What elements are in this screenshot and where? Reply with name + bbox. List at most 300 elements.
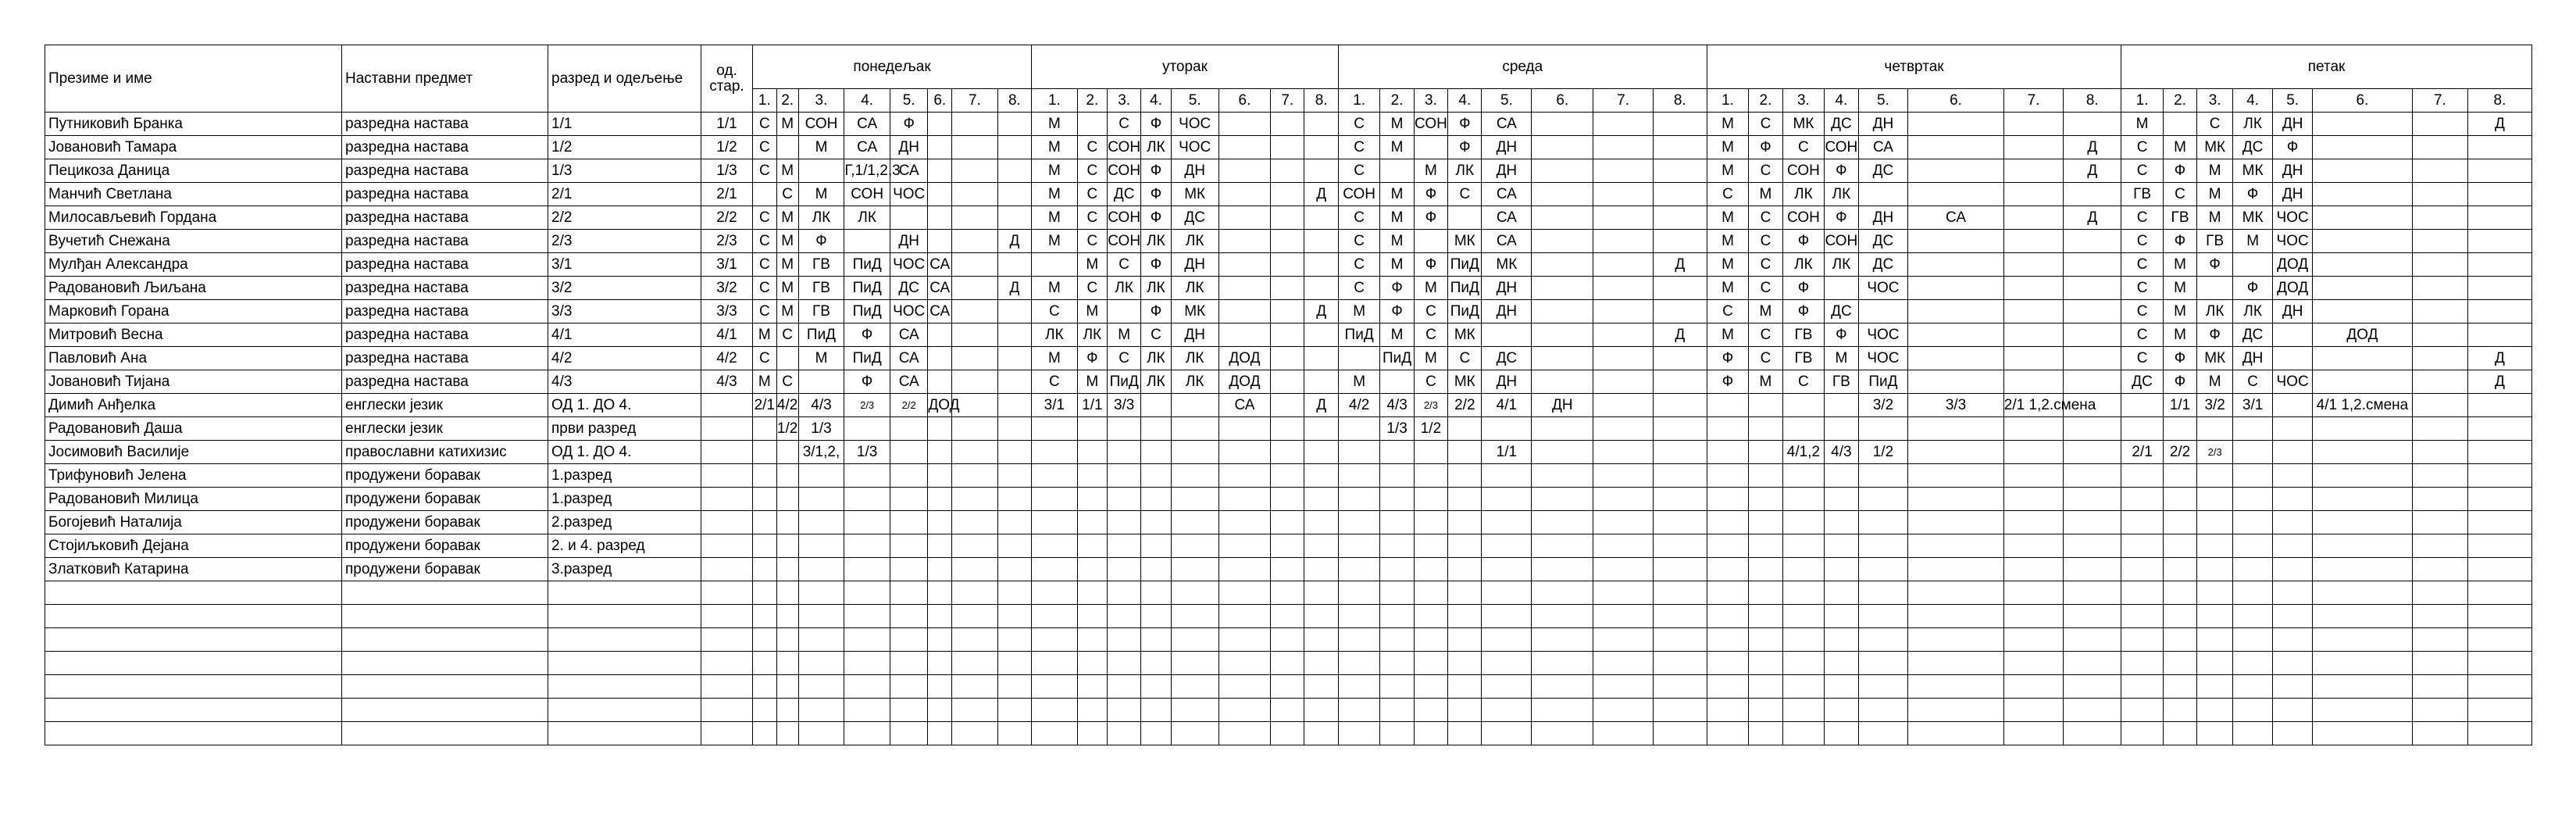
lesson-cell: Ф bbox=[890, 113, 927, 136]
lesson-cell bbox=[1593, 464, 1654, 488]
lesson-cell bbox=[844, 558, 890, 581]
empty-cell bbox=[1107, 652, 1140, 675]
empty-cell bbox=[1482, 581, 1532, 605]
lesson-cell bbox=[798, 464, 844, 488]
empty-cell bbox=[1107, 699, 1140, 722]
lesson-cell: СОН bbox=[1107, 230, 1140, 253]
lesson-cell: С bbox=[2121, 253, 2164, 277]
teacher-class: 3.разред bbox=[548, 558, 701, 581]
empty-cell bbox=[844, 605, 890, 628]
lesson-cell bbox=[1304, 488, 1338, 511]
empty-cell bbox=[2233, 699, 2273, 722]
lesson-cell bbox=[2197, 417, 2233, 441]
lesson-cell: ДН bbox=[1858, 206, 1908, 230]
teacher-subject: продужени боравак bbox=[342, 488, 548, 511]
empty-cell bbox=[1482, 628, 1532, 652]
lesson-cell bbox=[2273, 534, 2313, 558]
empty-cell bbox=[1448, 628, 1482, 652]
lesson-cell bbox=[1414, 230, 1447, 253]
empty-cell bbox=[2064, 699, 2121, 722]
empty-cell bbox=[776, 699, 798, 722]
lesson-cell: 2/3 bbox=[2197, 441, 2233, 464]
empty-cell bbox=[2003, 581, 2064, 605]
lesson-cell: СОН bbox=[1782, 159, 1825, 183]
lesson-cell: С bbox=[1749, 323, 1782, 347]
empty-cell bbox=[1077, 628, 1107, 652]
lesson-cell: 4/3 bbox=[1380, 394, 1414, 417]
lesson-cell bbox=[928, 534, 952, 558]
lesson-cell bbox=[1304, 370, 1338, 394]
lesson-cell: Д bbox=[1653, 323, 1707, 347]
empty-cell bbox=[2412, 581, 2467, 605]
empty-cell bbox=[1593, 652, 1654, 675]
lesson-cell bbox=[1271, 488, 1304, 511]
lesson-cell: С bbox=[2121, 300, 2164, 323]
lesson-cell bbox=[952, 113, 998, 136]
lesson-cell: Ф bbox=[2273, 136, 2313, 159]
lesson-cell: Ф bbox=[1414, 183, 1447, 206]
lesson-cell: ДН bbox=[890, 230, 927, 253]
empty-cell bbox=[1707, 628, 1749, 652]
lesson-cell bbox=[1908, 277, 2003, 300]
lesson-cell: ЛК bbox=[1825, 183, 1858, 206]
lesson-cell: С bbox=[2121, 323, 2164, 347]
empty-cell bbox=[776, 675, 798, 699]
lesson-cell: Ф bbox=[2163, 347, 2196, 370]
lesson-cell bbox=[1271, 558, 1304, 581]
lesson-cell bbox=[2003, 277, 2064, 300]
lesson-cell bbox=[928, 113, 952, 136]
lesson-cell: Ф bbox=[1141, 113, 1171, 136]
empty-cell bbox=[1414, 652, 1447, 675]
lesson-cell bbox=[1482, 417, 1532, 441]
lesson-cell bbox=[1271, 253, 1304, 277]
lesson-cell: С bbox=[1032, 370, 1078, 394]
empty-cell bbox=[844, 652, 890, 675]
lesson-cell bbox=[1380, 511, 1414, 534]
empty-cell bbox=[1593, 628, 1654, 652]
lesson-cell: Ф bbox=[1141, 159, 1171, 183]
teacher-subject: енглески језик bbox=[342, 394, 548, 417]
lesson-cell bbox=[2468, 206, 2532, 230]
lesson-cell bbox=[2121, 534, 2164, 558]
lesson-cell: ДОД bbox=[1218, 347, 1270, 370]
lesson-cell bbox=[1653, 300, 1707, 323]
lesson-cell: ДН bbox=[1482, 277, 1532, 300]
empty-cell bbox=[997, 699, 1031, 722]
period-header: 4. bbox=[1141, 89, 1171, 113]
lesson-cell: СОН bbox=[1107, 136, 1140, 159]
lesson-cell: С bbox=[753, 206, 777, 230]
lesson-cell bbox=[1908, 113, 2003, 136]
empty-cell bbox=[890, 699, 927, 722]
lesson-cell bbox=[1171, 558, 1218, 581]
lesson-cell: Ф bbox=[1825, 323, 1858, 347]
lesson-cell: ЧОС bbox=[1858, 323, 1908, 347]
lesson-cell: Ф bbox=[2197, 323, 2233, 347]
lesson-cell bbox=[1908, 183, 2003, 206]
lesson-cell bbox=[2412, 347, 2467, 370]
lesson-cell bbox=[1271, 230, 1304, 253]
lesson-cell bbox=[753, 441, 777, 464]
lesson-cell bbox=[1380, 370, 1414, 394]
empty-cell bbox=[45, 675, 342, 699]
lesson-cell: ДС bbox=[2233, 323, 2273, 347]
period-header: 6. bbox=[1218, 89, 1270, 113]
teacher-subject: продужени боравак bbox=[342, 558, 548, 581]
lesson-cell: ДН bbox=[2273, 183, 2313, 206]
lesson-cell bbox=[1532, 136, 1593, 159]
lesson-cell: С bbox=[1338, 277, 1380, 300]
empty-cell bbox=[1782, 652, 1825, 675]
period-header: 3. bbox=[1414, 89, 1447, 113]
empty-cell bbox=[2233, 628, 2273, 652]
empty-cell bbox=[2273, 605, 2313, 628]
lesson-cell: ПиД bbox=[844, 300, 890, 323]
lesson-cell bbox=[798, 511, 844, 534]
empty-cell bbox=[1749, 722, 1782, 745]
lesson-cell bbox=[1749, 488, 1782, 511]
lesson-cell bbox=[1707, 558, 1749, 581]
lesson-cell bbox=[776, 534, 798, 558]
lesson-cell bbox=[997, 347, 1031, 370]
lesson-cell: ПиД bbox=[844, 277, 890, 300]
lesson-cell bbox=[2273, 488, 2313, 511]
lesson-cell bbox=[1653, 464, 1707, 488]
lesson-cell: Ф bbox=[1414, 253, 1447, 277]
lesson-cell bbox=[1908, 488, 2003, 511]
lesson-cell bbox=[1908, 253, 2003, 277]
lesson-cell: С bbox=[1414, 370, 1447, 394]
lesson-cell bbox=[2003, 417, 2064, 441]
lesson-cell bbox=[2273, 394, 2313, 417]
lesson-cell: Ф bbox=[1782, 230, 1825, 253]
lesson-cell bbox=[1825, 277, 1858, 300]
empty-cell bbox=[1482, 722, 1532, 745]
lesson-cell: МК bbox=[1171, 300, 1218, 323]
empty-cell bbox=[890, 605, 927, 628]
lesson-cell: СА bbox=[890, 347, 927, 370]
lesson-cell bbox=[1141, 464, 1171, 488]
period-header: 8. bbox=[997, 89, 1031, 113]
lesson-cell: 2/2 bbox=[890, 394, 927, 417]
lesson-cell bbox=[952, 558, 998, 581]
lesson-cell bbox=[1532, 511, 1593, 534]
lesson-cell bbox=[1304, 511, 1338, 534]
empty-cell bbox=[890, 628, 927, 652]
lesson-cell: ЧОС bbox=[2273, 230, 2313, 253]
lesson-cell bbox=[2003, 488, 2064, 511]
lesson-cell bbox=[1171, 488, 1218, 511]
teacher-class: ОД 1. ДО 4. bbox=[548, 394, 701, 417]
lesson-cell bbox=[1908, 441, 2003, 464]
lesson-cell bbox=[2273, 558, 2313, 581]
lesson-cell: ДС bbox=[1171, 206, 1218, 230]
lesson-cell: Ф bbox=[1707, 347, 1749, 370]
lesson-cell bbox=[1593, 277, 1654, 300]
lesson-cell bbox=[1218, 323, 1270, 347]
lesson-cell bbox=[890, 417, 927, 441]
lesson-cell bbox=[2064, 441, 2121, 464]
lesson-cell bbox=[1304, 136, 1338, 159]
lesson-cell: Д bbox=[997, 277, 1031, 300]
lesson-cell: СА bbox=[928, 253, 952, 277]
period-header: 2. bbox=[1077, 89, 1107, 113]
lesson-cell bbox=[1218, 113, 1270, 136]
lesson-cell bbox=[2233, 464, 2273, 488]
lesson-cell bbox=[2313, 417, 2413, 441]
teacher-subject: разредна настава bbox=[342, 230, 548, 253]
empty-cell bbox=[1448, 722, 1482, 745]
lesson-cell bbox=[1749, 417, 1782, 441]
lesson-cell bbox=[2064, 488, 2121, 511]
lesson-cell bbox=[2163, 534, 2196, 558]
lesson-cell bbox=[1825, 464, 1858, 488]
lesson-cell: ЧОС bbox=[890, 300, 927, 323]
empty-cell bbox=[1707, 652, 1749, 675]
lesson-cell bbox=[2313, 347, 2413, 370]
od-star-cell bbox=[701, 464, 753, 488]
lesson-cell bbox=[1218, 206, 1270, 230]
empty-cell bbox=[1141, 628, 1171, 652]
lesson-cell bbox=[1532, 206, 1593, 230]
lesson-cell bbox=[1077, 441, 1107, 464]
lesson-cell bbox=[1077, 534, 1107, 558]
lesson-cell: М bbox=[1414, 277, 1447, 300]
lesson-cell bbox=[2273, 347, 2313, 370]
period-header: 4. bbox=[1448, 89, 1482, 113]
lesson-cell: С bbox=[1707, 300, 1749, 323]
empty-cell bbox=[342, 628, 548, 652]
lesson-cell bbox=[2064, 253, 2121, 277]
lesson-cell: С bbox=[1077, 136, 1107, 159]
empty-cell bbox=[45, 605, 342, 628]
lesson-cell bbox=[1908, 534, 2003, 558]
lesson-cell: С bbox=[1141, 323, 1171, 347]
empty-cell bbox=[1858, 581, 1908, 605]
lesson-cell bbox=[2233, 558, 2273, 581]
lesson-cell: ЧОС bbox=[1171, 113, 1218, 136]
empty-cell bbox=[1782, 699, 1825, 722]
empty-cell bbox=[844, 722, 890, 745]
lesson-cell: М bbox=[1380, 206, 1414, 230]
lesson-cell bbox=[2313, 300, 2413, 323]
lesson-cell bbox=[798, 370, 844, 394]
teacher-name: Радовановић Милица bbox=[45, 488, 342, 511]
lesson-cell bbox=[1782, 417, 1825, 441]
lesson-cell: ГВ bbox=[798, 277, 844, 300]
empty-cell bbox=[1825, 628, 1858, 652]
lesson-cell bbox=[1338, 511, 1380, 534]
lesson-cell bbox=[844, 534, 890, 558]
period-header: 4. bbox=[2233, 89, 2273, 113]
lesson-cell bbox=[928, 464, 952, 488]
lesson-cell bbox=[1593, 183, 1654, 206]
lesson-cell bbox=[2412, 183, 2467, 206]
lesson-cell bbox=[2163, 113, 2196, 136]
lesson-cell bbox=[1749, 441, 1782, 464]
lesson-cell bbox=[928, 136, 952, 159]
empty-cell bbox=[1653, 605, 1707, 628]
lesson-cell: С bbox=[1749, 253, 1782, 277]
lesson-cell bbox=[1171, 441, 1218, 464]
lesson-cell: Ф bbox=[1077, 347, 1107, 370]
empty-cell bbox=[2412, 652, 2467, 675]
lesson-cell: ДН bbox=[1171, 253, 1218, 277]
teacher-name: Мулђан Александра bbox=[45, 253, 342, 277]
empty-cell bbox=[45, 652, 342, 675]
lesson-cell bbox=[1271, 206, 1304, 230]
lesson-cell bbox=[2121, 511, 2164, 534]
teacher-subject: продужени боравак bbox=[342, 534, 548, 558]
lesson-cell bbox=[2064, 230, 2121, 253]
teacher-row bbox=[45, 417, 2532, 441]
empty-cell bbox=[952, 675, 998, 699]
lesson-cell: 1/3 bbox=[1380, 417, 1414, 441]
od-star-cell: 3/2 bbox=[701, 277, 753, 300]
lesson-cell bbox=[753, 534, 777, 558]
empty-cell bbox=[1858, 605, 1908, 628]
lesson-cell bbox=[2313, 277, 2413, 300]
lesson-cell bbox=[1653, 159, 1707, 183]
lesson-cell: С bbox=[753, 159, 777, 183]
lesson-cell: С bbox=[753, 300, 777, 323]
empty-cell bbox=[1338, 581, 1380, 605]
empty-cell bbox=[1707, 699, 1749, 722]
lesson-cell bbox=[1532, 230, 1593, 253]
lesson-cell bbox=[1032, 464, 1078, 488]
empty-cell bbox=[701, 581, 753, 605]
lesson-cell bbox=[997, 558, 1031, 581]
teacher-row bbox=[45, 464, 2532, 488]
empty-cell bbox=[1304, 722, 1338, 745]
empty-cell bbox=[1077, 699, 1107, 722]
empty-cell bbox=[952, 605, 998, 628]
lesson-cell bbox=[1482, 558, 1532, 581]
lesson-cell: ДОД bbox=[928, 394, 952, 417]
lesson-cell: ЛК bbox=[1171, 277, 1218, 300]
empty-cell bbox=[1908, 628, 2003, 652]
lesson-cell: М bbox=[753, 323, 777, 347]
lesson-cell: МК bbox=[1448, 323, 1482, 347]
lesson-cell bbox=[928, 206, 952, 230]
lesson-cell: ПиД bbox=[1448, 277, 1482, 300]
lesson-cell: ГВ bbox=[798, 300, 844, 323]
empty-cell bbox=[1171, 722, 1218, 745]
empty-cell bbox=[753, 652, 777, 675]
lesson-cell: СОН bbox=[844, 183, 890, 206]
lesson-cell: С bbox=[753, 277, 777, 300]
lesson-cell: М bbox=[1707, 253, 1749, 277]
lesson-cell bbox=[1107, 488, 1140, 511]
lesson-cell bbox=[1141, 441, 1171, 464]
empty-cell bbox=[1825, 605, 1858, 628]
lesson-cell: М bbox=[2163, 136, 2196, 159]
empty-cell bbox=[2468, 605, 2532, 628]
lesson-cell bbox=[952, 534, 998, 558]
lesson-cell: М bbox=[776, 277, 798, 300]
lesson-cell: М bbox=[1032, 347, 1078, 370]
lesson-cell bbox=[1032, 488, 1078, 511]
empty-cell bbox=[1532, 652, 1593, 675]
lesson-cell: ДС bbox=[1482, 347, 1532, 370]
lesson-cell bbox=[997, 300, 1031, 323]
empty-cell bbox=[548, 628, 701, 652]
lesson-cell bbox=[1107, 441, 1140, 464]
lesson-cell bbox=[2003, 253, 2064, 277]
lesson-cell: ДС bbox=[890, 277, 927, 300]
teacher-subject: разредна настава bbox=[342, 183, 548, 206]
lesson-cell: ДОД bbox=[2273, 253, 2313, 277]
lesson-cell bbox=[1532, 558, 1593, 581]
lesson-cell bbox=[844, 417, 890, 441]
lesson-cell bbox=[1107, 534, 1140, 558]
period-header: 3. bbox=[1782, 89, 1825, 113]
teacher-name: Трифуновић Јелена bbox=[45, 464, 342, 488]
lesson-cell: ДН bbox=[1171, 323, 1218, 347]
lesson-cell: 4/3 bbox=[1825, 441, 1858, 464]
lesson-cell: 4/1 1,2.смена bbox=[2313, 394, 2413, 417]
lesson-cell: ЧОС bbox=[890, 253, 927, 277]
lesson-cell bbox=[1271, 183, 1304, 206]
teacher-class: 2/2 bbox=[548, 206, 701, 230]
lesson-cell bbox=[1707, 511, 1749, 534]
lesson-cell: С bbox=[1414, 300, 1447, 323]
lesson-cell bbox=[2412, 230, 2467, 253]
period-header: 4. bbox=[844, 89, 890, 113]
empty-cell bbox=[1304, 581, 1338, 605]
lesson-cell bbox=[952, 300, 998, 323]
empty-cell bbox=[1707, 605, 1749, 628]
lesson-cell: Д bbox=[2468, 370, 2532, 394]
lesson-cell bbox=[2412, 394, 2467, 417]
lesson-cell: М bbox=[2233, 230, 2273, 253]
lesson-cell bbox=[1271, 370, 1304, 394]
empty-cell bbox=[1141, 699, 1171, 722]
lesson-cell: МК bbox=[2233, 206, 2273, 230]
empty-cell bbox=[1380, 699, 1414, 722]
teacher-row bbox=[45, 534, 2532, 558]
lesson-cell bbox=[2121, 417, 2164, 441]
lesson-cell: С bbox=[2121, 136, 2164, 159]
lesson-cell bbox=[1532, 300, 1593, 323]
empty-cell bbox=[1171, 652, 1218, 675]
lesson-cell bbox=[1482, 464, 1532, 488]
lesson-cell bbox=[2003, 300, 2064, 323]
teacher-row bbox=[45, 113, 2532, 136]
lesson-cell bbox=[2468, 394, 2532, 417]
lesson-cell: ДН bbox=[1482, 300, 1532, 323]
empty-cell bbox=[1448, 652, 1482, 675]
lesson-cell: СА bbox=[928, 277, 952, 300]
empty-cell bbox=[844, 628, 890, 652]
empty-cell bbox=[1653, 699, 1707, 722]
empty-cell bbox=[890, 722, 927, 745]
lesson-cell: 1/1 bbox=[1482, 441, 1532, 464]
empty-cell bbox=[1414, 628, 1447, 652]
lesson-cell: М bbox=[1380, 230, 1414, 253]
empty-cell bbox=[1749, 581, 1782, 605]
lesson-cell bbox=[1218, 253, 1270, 277]
lesson-cell: Ф bbox=[844, 323, 890, 347]
empty-cell bbox=[2163, 628, 2196, 652]
lesson-cell: С bbox=[1749, 347, 1782, 370]
lesson-cell bbox=[1749, 464, 1782, 488]
teacher-name: Радовановић Љиљана bbox=[45, 277, 342, 300]
lesson-cell: С bbox=[1077, 277, 1107, 300]
empty-cell bbox=[753, 628, 777, 652]
lesson-cell bbox=[1141, 534, 1171, 558]
